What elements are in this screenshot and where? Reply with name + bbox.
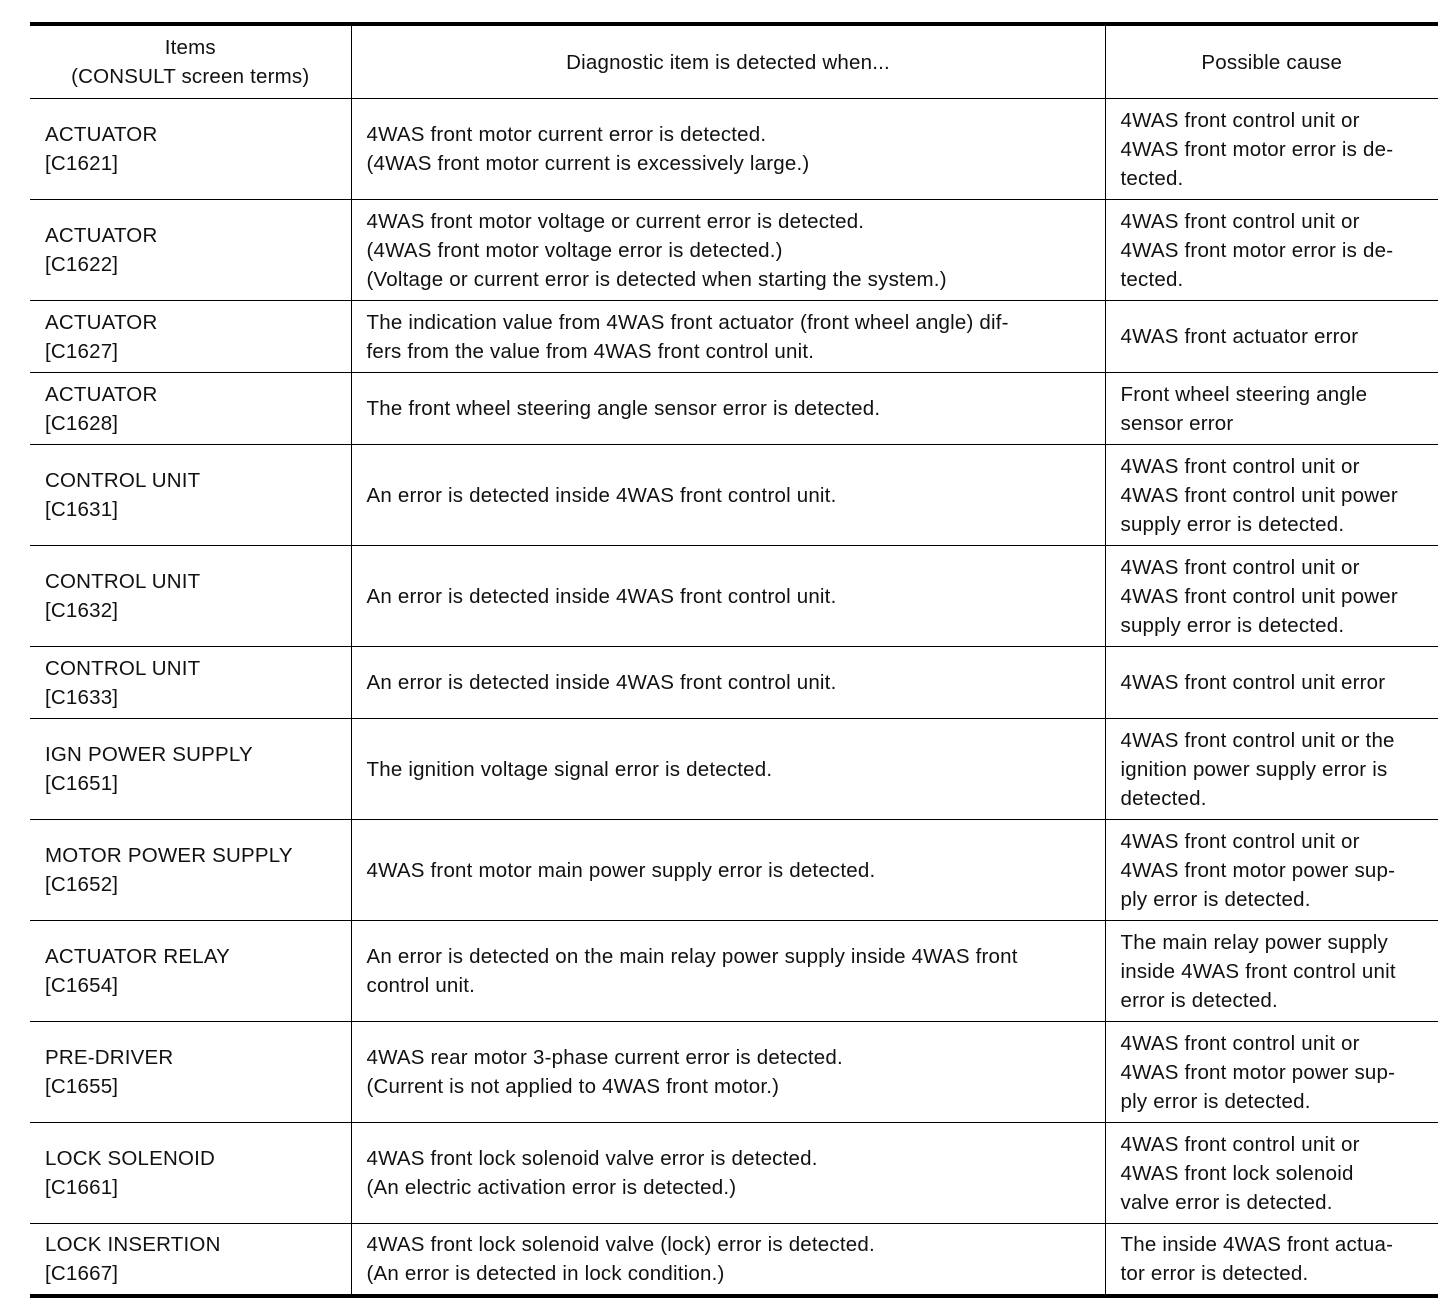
- cell-detected-line: 4WAS rear motor 3-phase current error is detected.: [366, 1046, 843, 1069]
- cell-detected-line: control unit.: [366, 974, 476, 997]
- cell-item-line: [C1651]: [45, 772, 119, 795]
- cell-detected: [351, 546, 1105, 647]
- cell-cause: [1105, 1022, 1438, 1123]
- cell-item: [30, 1123, 351, 1224]
- table-row: [30, 373, 1438, 445]
- cell-cause-line: tor error is detected.: [1120, 1261, 1309, 1285]
- cell-detected-line: (An error is detected in lock condition.): [366, 1261, 725, 1285]
- cell-detected-line: An error is detected inside 4WAS front control unit.: [366, 584, 837, 608]
- cell-item-line: CONTROL UNIT: [45, 570, 201, 593]
- cell-item-line: PRE-DRIVER: [45, 1046, 174, 1069]
- cell-cause-line: 4WAS front control unit or: [1120, 555, 1360, 579]
- cell-item: [30, 921, 351, 1022]
- cell-cause-line: tected.: [1120, 166, 1184, 190]
- cell-item-line: [C1622]: [45, 253, 119, 276]
- cell-cause: [1105, 820, 1438, 921]
- cell-cause-line: 4WAS front actuator error: [1120, 325, 1359, 348]
- cell-item-line: CONTROL UNIT: [45, 469, 201, 492]
- cell-cause-line: 4WAS front control unit or: [1120, 829, 1360, 853]
- cell-cause-line: The main relay power supply: [1120, 930, 1388, 954]
- cell-item-line: ACTUATOR: [45, 224, 158, 247]
- table-row: [30, 1022, 1438, 1123]
- cell-item: [30, 647, 351, 719]
- cell-cause: [1105, 647, 1438, 719]
- cell-item-line: ACTUATOR: [45, 382, 158, 406]
- cell-cause-line: 4WAS front lock solenoid: [1120, 1161, 1354, 1185]
- cell-detected-line: The front wheel steering angle sensor error is detected.: [366, 397, 881, 420]
- cell-item-line: [C1654]: [45, 974, 119, 997]
- cell-cause-line: 4WAS front control unit or: [1120, 1132, 1360, 1156]
- table-header: [30, 24, 1438, 99]
- cell-item: [30, 719, 351, 820]
- cell-item-line: [C1652]: [45, 873, 119, 896]
- cell-detected-line: (4WAS front motor voltage error is detected.): [366, 238, 783, 262]
- cell-cause-line: 4WAS front control unit power: [1120, 584, 1398, 608]
- cell-cause: [1105, 719, 1438, 820]
- cell-cause: [1105, 1224, 1438, 1296]
- cell-cause-line: 4WAS front control unit error: [1120, 671, 1386, 694]
- cell-detected-line: 4WAS front motor current error is detected.: [366, 123, 767, 146]
- cell-item-line: ACTUATOR: [45, 123, 158, 146]
- cell-detected: [351, 301, 1105, 373]
- cell-item-line: LOCK INSERTION: [45, 1232, 221, 1256]
- cell-cause: [1105, 373, 1438, 445]
- cell-item-line: [C1632]: [45, 599, 119, 622]
- cell-item: [30, 373, 351, 445]
- cell-cause-line: supply error is detected.: [1120, 512, 1345, 536]
- cell-detected-line: fers from the value from 4WAS front control unit.: [366, 339, 815, 363]
- table-row: [30, 200, 1438, 301]
- cell-item-line: [C1627]: [45, 339, 119, 363]
- cell-detected-line: 4WAS front motor main power supply error is detected.: [366, 858, 876, 882]
- cell-detected-line: An error is detected inside 4WAS front control unit.: [366, 671, 837, 694]
- cell-cause-line: The inside 4WAS front actua-: [1120, 1232, 1394, 1256]
- cell-detected-line: (Current is not applied to 4WAS front motor.): [366, 1075, 780, 1098]
- cell-cause-line: ply error is detected.: [1120, 1089, 1311, 1113]
- cell-item-line: LOCK SOLENOID: [45, 1147, 216, 1170]
- header-row: [30, 24, 1438, 99]
- cell-cause-line: error is detected.: [1120, 988, 1278, 1012]
- cell-item: [30, 546, 351, 647]
- cell-cause-line: ply error is detected.: [1120, 887, 1311, 911]
- cell-cause: [1105, 1123, 1438, 1224]
- cell-detected-line: The ignition voltage signal error is detected.: [366, 757, 773, 781]
- table-row: [30, 445, 1438, 546]
- cell-item-line: CONTROL UNIT: [45, 656, 201, 680]
- cell-detected: [351, 647, 1105, 719]
- cell-cause-line: 4WAS front motor power sup-: [1120, 1060, 1396, 1084]
- header-items-line1: Items: [164, 36, 216, 59]
- cell-detected: [351, 719, 1105, 820]
- cell-cause: [1105, 921, 1438, 1022]
- cell-item-line: ACTUATOR: [45, 310, 158, 334]
- cell-cause-line: 4WAS front control unit power: [1120, 483, 1398, 507]
- cell-cause-line: 4WAS front motor power sup-: [1120, 858, 1396, 882]
- cell-cause-line: 4WAS front motor error is de-: [1120, 238, 1394, 262]
- table-row: [30, 820, 1438, 921]
- cell-detected: [351, 1022, 1105, 1123]
- cell-detected-line: An error is detected on the main relay power supply inside 4WAS front: [366, 945, 1018, 968]
- cell-cause-line: ignition power supply error is: [1120, 757, 1388, 781]
- cell-cause-line: 4WAS front control unit or: [1120, 209, 1360, 233]
- cell-cause-line: Front wheel steering angle: [1120, 382, 1368, 406]
- table-body: [30, 99, 1438, 1296]
- cell-cause-line: supply error is detected.: [1120, 613, 1345, 637]
- cell-item-line: [C1655]: [45, 1075, 119, 1098]
- cell-cause-line: valve error is detected.: [1120, 1190, 1333, 1214]
- cell-detected: [351, 820, 1105, 921]
- dtc-table: [30, 22, 1438, 1298]
- cell-item: [30, 1224, 351, 1296]
- cell-detected: [351, 921, 1105, 1022]
- cell-item: [30, 820, 351, 921]
- cell-cause: [1105, 200, 1438, 301]
- cell-item-line: [C1667]: [45, 1261, 119, 1285]
- cell-item-line: ACTUATOR RELAY: [45, 945, 231, 968]
- table-row: [30, 1123, 1438, 1224]
- cell-cause-line: 4WAS front control unit or: [1120, 1031, 1360, 1055]
- cell-detected-line: The indication value from 4WAS front actuator (front wheel angle) dif-: [366, 310, 1009, 334]
- table-row: [30, 719, 1438, 820]
- cell-cause-line: sensor error: [1120, 411, 1234, 435]
- cell-item-line: [C1621]: [45, 152, 119, 175]
- cell-item: [30, 445, 351, 546]
- table-row: [30, 647, 1438, 719]
- cell-item: [30, 200, 351, 301]
- cell-detected: [351, 99, 1105, 200]
- cell-cause: [1105, 99, 1438, 200]
- cell-item-line: [C1628]: [45, 411, 119, 435]
- cell-detected-line: 4WAS front motor voltage or current error is detected.: [366, 209, 865, 233]
- table-row: [30, 1224, 1438, 1296]
- cell-detected: [351, 1224, 1105, 1296]
- cell-item-line: IGN POWER SUPPLY: [45, 743, 253, 766]
- cell-detected: [351, 373, 1105, 445]
- cell-item-line: [C1631]: [45, 498, 119, 521]
- table-row: [30, 546, 1438, 647]
- table-row: [30, 921, 1438, 1022]
- cell-cause-line: 4WAS front motor error is de-: [1120, 137, 1394, 161]
- header-items-line2: (CONSULT screen terms): [71, 65, 310, 88]
- header-detected: Diagnostic item is detected when...: [351, 24, 1105, 99]
- cell-cause: [1105, 546, 1438, 647]
- header-cause: Possible cause: [1105, 24, 1438, 99]
- cell-detected-line: 4WAS front lock solenoid valve (lock) error is detected.: [366, 1232, 875, 1256]
- cell-cause-line: 4WAS front control unit or: [1120, 454, 1360, 478]
- cell-detected-line: (An electric activation error is detected.): [366, 1176, 737, 1199]
- cell-detected-line: (Voltage or current error is detected when starting the system.): [366, 267, 947, 291]
- cell-cause-line: inside 4WAS front control unit: [1120, 959, 1396, 983]
- cell-item: [30, 301, 351, 373]
- cell-cause-line: tected.: [1120, 267, 1184, 291]
- cell-cause-line: 4WAS front control unit or: [1120, 108, 1360, 132]
- cell-cause-line: detected.: [1120, 786, 1207, 810]
- cell-item: [30, 99, 351, 200]
- header-items: [30, 24, 351, 99]
- cell-item-line: MOTOR POWER SUPPLY: [45, 844, 293, 867]
- cell-detected: [351, 445, 1105, 546]
- table-row: [30, 301, 1438, 373]
- cell-detected: [351, 1123, 1105, 1224]
- cell-cause: [1105, 301, 1438, 373]
- cell-cause: [1105, 445, 1438, 546]
- cell-item-line: [C1661]: [45, 1176, 119, 1199]
- cell-item: [30, 1022, 351, 1123]
- cell-detected-line: 4WAS front lock solenoid valve error is detected.: [366, 1147, 818, 1170]
- cell-detected-line: (4WAS front motor current is excessively large.): [366, 152, 810, 175]
- table-row: [30, 99, 1438, 200]
- cell-detected: [351, 200, 1105, 301]
- cell-item-line: [C1633]: [45, 685, 119, 709]
- cell-detected-line: An error is detected inside 4WAS front control unit.: [366, 483, 837, 507]
- cell-cause-line: 4WAS front control unit or the: [1120, 728, 1395, 752]
